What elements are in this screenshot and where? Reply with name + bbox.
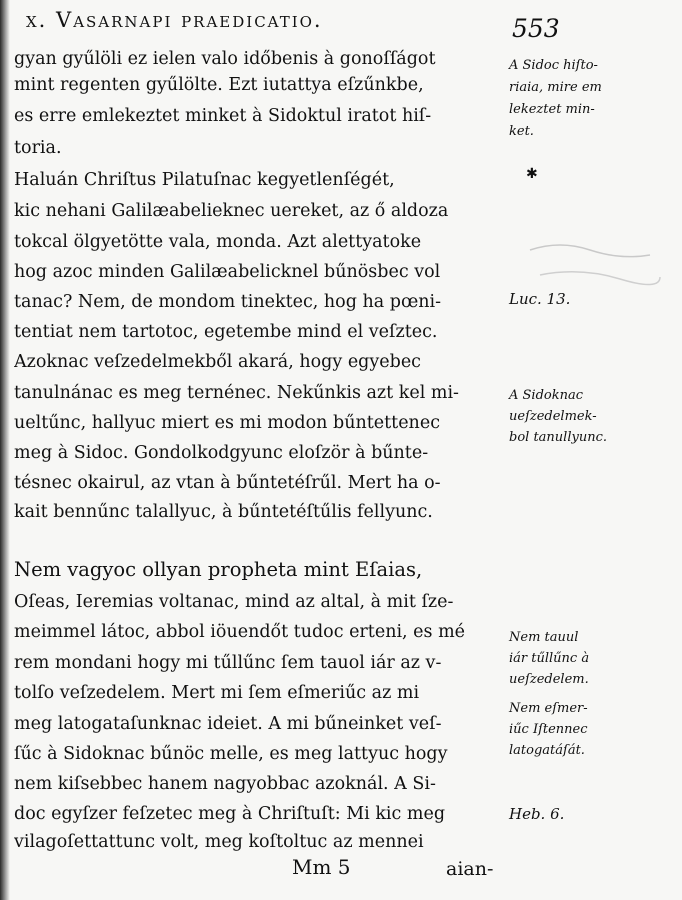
body-line-6: kic nehani Galilæabelieknec uereket, az ő aldoza [14,201,449,221]
body-line-24: nem kiſsebbec hanem nagyobbac azoknál. A Si- [14,774,436,794]
body-line-1: gyan gyűlöli ez ielen valo időbenis à gonoſſágot [14,49,436,69]
margin-note-1: A Sidoc hiſto- [509,58,598,73]
body-line-20: rem mondani hogy mi tűllűnc ſem tauol iár az v- [14,653,442,673]
body-line-16: kait bennűnc talallyuc, à bűntetéſtűlis fellyunc. [14,502,433,522]
margin-note-15: Heb. 6. [509,805,565,823]
margin-note-4: ket. [509,124,534,139]
body-line-2: mint regenten gyűlölte. Ezt iutattya eſzűnkbe, [14,75,424,95]
margin-note-9: Nem tauul [509,630,579,645]
margin-note-6: A Sidoknac [509,388,584,403]
body-line-10: tentiat nem tartotoc, egetembe mind el veſztec. [14,322,438,342]
body-line-15: tésnec okairul, az vtan à bűntetéſrűl. Mert ha o- [14,473,441,493]
body-line-3: es erre emlekeztet minket à Sidoktul iratot hiſ- [14,106,432,126]
page-number: 553 [512,14,560,43]
body-line-23: ſűc à Sidoknac bűnöc melle, es meg lattyuc hogy [14,744,448,764]
margin-note-13: iűc Iſtennec [509,722,588,737]
body-line-26: vilagoſettattunc volt, meg koſtoltuc az mennei [14,832,424,852]
body-line-11: Azoknac veſzedelmekből akará, hogy egyebec [14,352,421,372]
body-line-18: Oſeas, Ieremias voltanac, mind az altal, à mit ſze- [14,592,454,612]
page-gutter-shadow [0,0,10,900]
body-line-14: meg à Sidoc. Gondolkodgyunc eloſzör à bűnte- [14,443,429,463]
body-line-25: doc egyſzer feſzetec meg à Chriſtuſt: Mi kic meg [14,804,446,824]
margin-note-3: lekeztet min- [509,102,595,117]
body-line-19: meimmel látoc, abbol iöuendőt tudoc erteni, es mé [14,622,466,642]
body-line-12: tanulnánac es meg ternénec. Nekűnkis azt kel mi- [14,383,459,403]
body-line-17: Nem vagyoc ollyan propheta mint Eſaias, [14,558,423,581]
body-line-13: ueltűnc, hallyuc miert es mi modon bűntettenec [14,413,440,433]
margin-note-12: Nem eſmer- [509,701,588,716]
body-line-21: tolſo veſzedelem. Mert mi ſem eſmeriűc az mi [14,683,420,703]
body-line-22: meg latogataſunknac ideiet. A mi bűneinket veſ- [14,714,442,734]
body-line-5: Haluán Chriſtus Pilatuſnac kegyetlenſégét, [14,170,395,190]
body-line-8: hog azoc minden Galilæabelicknel bűnösbec vol [14,262,441,282]
margin-note-5: Luc. 13. [509,290,571,308]
margin-note-8: bol tanullyunc. [509,430,607,445]
margin-note-7: ueſzedelmek- [509,409,597,424]
margin-note-2: riaia, mire em [509,80,602,95]
asterisk-mark-icon: ✱ [526,166,538,182]
body-line-9: tanac? Nem, de mondom tinektec, hog ha pœni- [14,292,442,312]
catchword: aian- [446,858,494,880]
running-title: x. Vasarnapi praedicatio. [26,8,323,32]
margin-note-14: latogatáſát. [509,743,585,758]
body-line-7: tokcal ölgyetötte vala, monda. Azt alettyatoke [14,232,422,252]
body-line-4: toria. [14,138,62,158]
margin-note-10: iár tűllűnc à [509,651,590,666]
signature-mark: Mm 5 [292,855,351,879]
margin-note-11: ueſzedelem. [509,672,589,687]
